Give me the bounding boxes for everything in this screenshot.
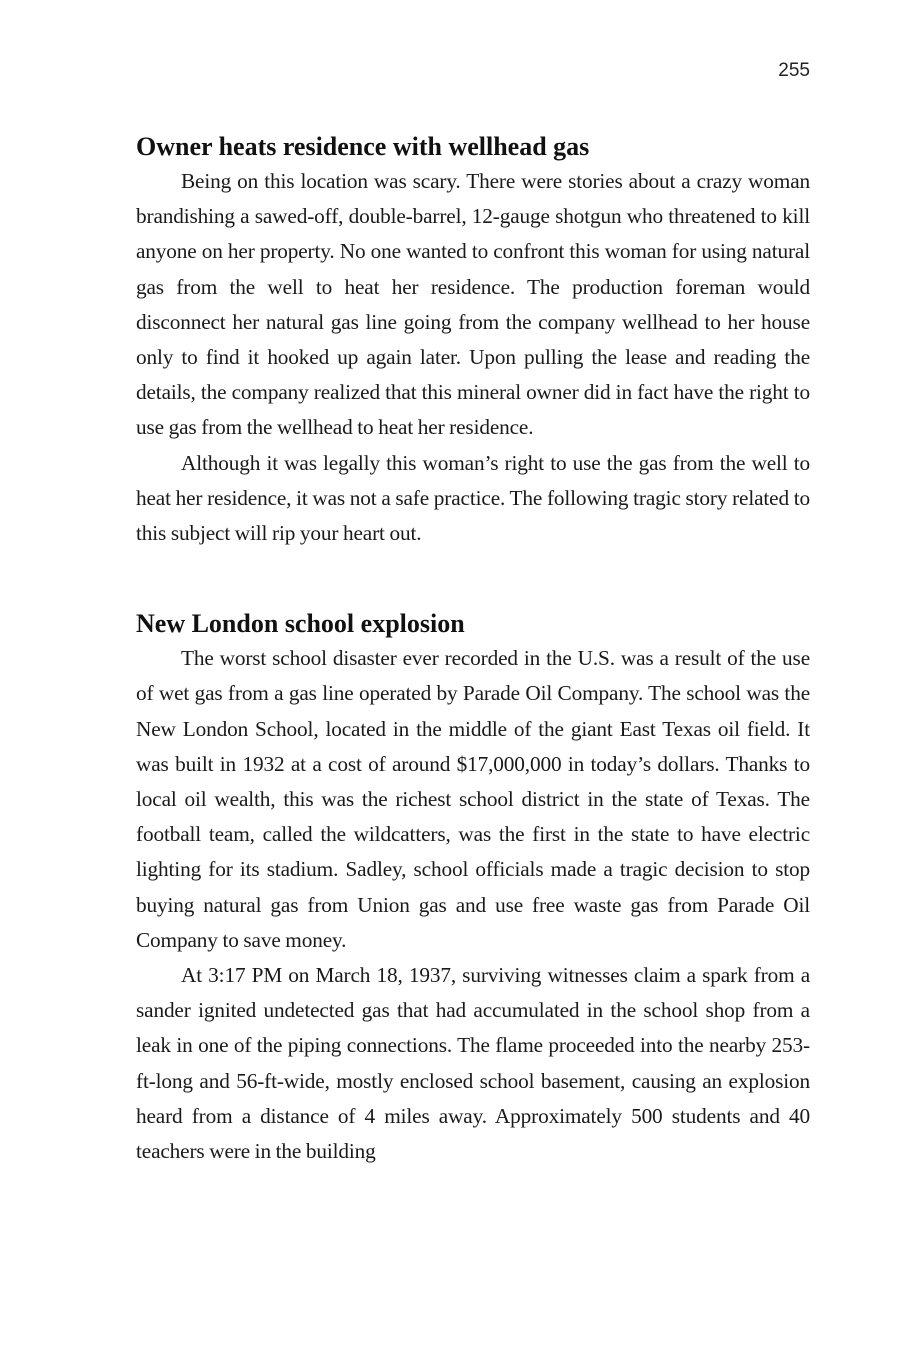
section-heading: Owner heats residence with wellhead gas — [136, 132, 590, 161]
section-new-london-school-explosion — [136, 605, 810, 1169]
paragraph: The worst school disaster ever recorded in the U.S. was a result of the use of wet gas from a gas line operated by Parade Oil Company. The school was the New London School, located in the middle of the giant East Texas oil field. It was built in 1932 at a cost of around $17,000,000 in today’s dollars. Thanks to local oil wealth, this was the richest school district in the state of Texas. The football team, called the wildcatters, was the first in the state to have electric lighting for its stadium. Sadley, school officials made a tragic decision to stop buying natural gas from Union gas and use free waste gas from Parade Oil Company to save money. — [136, 646, 810, 952]
section-owner-heats-residence — [136, 128, 810, 551]
paragraph: Although it was legally this woman’s right to use the gas from the well to heat her residence, it was not a safe practice. The following tragic story related to this subject will rip your heart out. — [136, 450, 810, 546]
page-number: 255 — [778, 60, 810, 81]
section-heading: New London school explosion — [136, 609, 465, 639]
page-content — [136, 128, 810, 1169]
paragraph: At 3:17 PM on March 18, 1937, surviving witnesses claim a spark from a sander ignited undetected gas that had accumulated in the school shop from a leak in one of the piping connections. The flame proceeded into the nearby 253-ft-long and 56-ft-wide, mostly enclosed school basement, causing an explosion heard from a distance of 4 miles away. Approximately 500 students and 40 teachers were in the building — [136, 963, 810, 1164]
paragraph: Being on this location was scary. There were stories about a crazy woman brandishing a sawed-off, double-barrel, 12-gauge shotgun who threatened to kill anyone on her property. No one wanted to confront this woman for using natural gas from the well to heat her residence. The production foreman would disconnect her natural gas line going from the company wellhead to her house only to find it hooked up again later. Upon pulling the lease and reading the details, the company realized that this mineral owner did in fact have the right to use gas from the wellhead to heat her residence. — [136, 169, 810, 440]
